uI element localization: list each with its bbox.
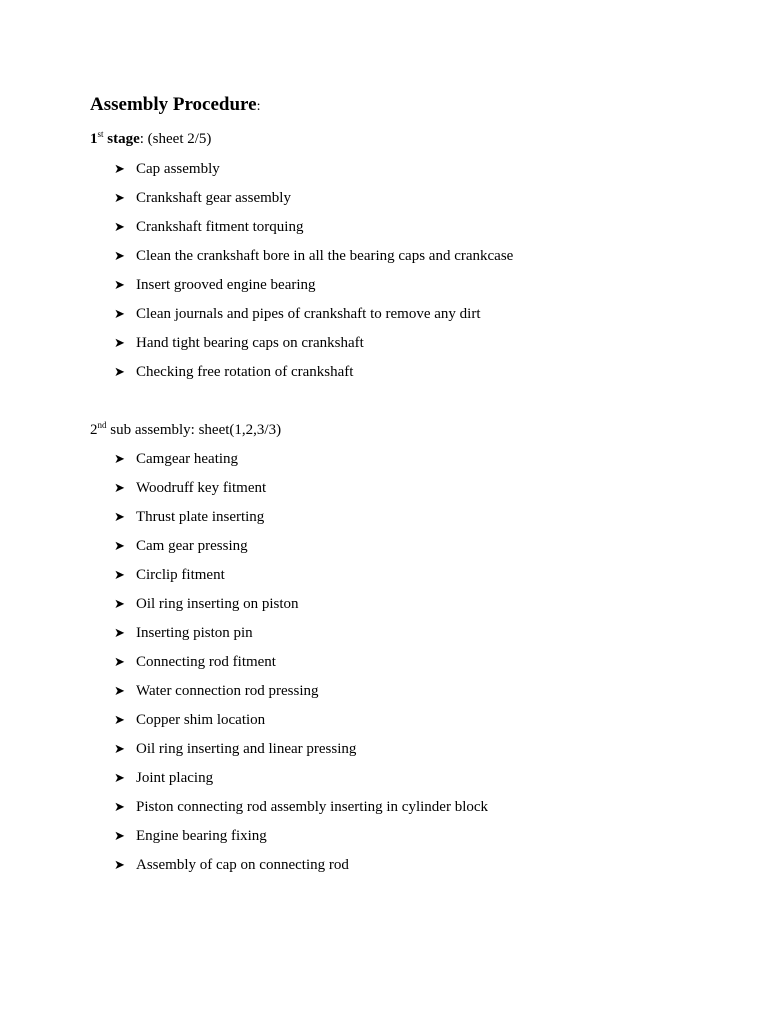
stage2-number: 2 [90,422,98,438]
list-item-text: Assembly of cap on connecting rod [136,857,349,873]
list-item-text: Woodruff key fitment [136,480,267,496]
arrowhead-bullet-icon: ➤ [114,713,125,728]
list-item-text: Oil ring inserting on piston [136,596,299,612]
list-item-text: Inserting piston pin [136,625,253,641]
arrowhead-bullet-icon: ➤ [114,336,125,351]
arrowhead-bullet-icon: ➤ [114,568,125,583]
arrowhead-bullet-icon: ➤ [114,278,125,293]
arrowhead-bullet-icon: ➤ [114,742,125,757]
stage2-superscript: nd [97,420,107,430]
list-item-text: Oil ring inserting and linear pressing [136,741,357,757]
stage1-number: 1 [90,131,98,147]
list-item-text: Clean the crankshaft bore in all the bearing caps and crankcase [136,248,514,264]
list-item-text: Crankshaft gear assembly [136,190,291,206]
arrowhead-bullet-icon: ➤ [114,220,125,235]
list-item-text: Checking free rotation of crankshaft [136,364,354,380]
arrowhead-bullet-icon: ➤ [114,626,125,641]
list-item-text: Connecting rod fitment [136,654,276,670]
list-item-text: Piston connecting rod assembly inserting in cylinder block [136,799,489,815]
list-item-text: Crankshaft fitment torquing [136,219,304,235]
arrowhead-bullet-icon: ➤ [114,510,125,525]
list-item-text: Engine bearing fixing [136,828,267,844]
stage2-heading [90,420,281,440]
arrowhead-bullet-icon: ➤ [114,481,125,496]
page-title [90,93,260,119]
arrowhead-bullet-icon: ➤ [114,191,125,206]
stage2-sheet-ref: sub assembly: sheet(1,2,3/3) [106,422,282,438]
arrowhead-bullet-icon: ➤ [114,249,125,264]
arrowhead-bullet-icon: ➤ [114,307,125,322]
stage1-superscript: st [97,129,104,139]
arrowhead-bullet-icon: ➤ [114,800,125,815]
stage1-label: stage [103,131,140,147]
arrowhead-bullet-icon: ➤ [114,858,125,873]
title-text: Assembly Procedure [90,94,257,115]
arrowhead-bullet-icon: ➤ [114,162,125,177]
arrowhead-bullet-icon: ➤ [114,452,125,467]
list-item-text: Copper shim location [136,712,266,728]
arrowhead-bullet-icon: ➤ [114,829,125,844]
list-item-text: Joint placing [136,770,214,786]
list-item-text: Circlip fitment [136,567,225,583]
stage1-heading [90,129,211,149]
list-item-text: Clean journals and pipes of crankshaft to remove any dirt [136,306,481,322]
arrowhead-bullet-icon: ➤ [114,684,125,699]
list-item-text: Water connection rod pressing [136,683,319,699]
arrowhead-bullet-icon: ➤ [114,597,125,612]
title-colon: : [256,99,261,114]
arrowhead-bullet-icon: ➤ [114,655,125,670]
list-item-text: Cam gear pressing [136,538,248,554]
list-item-text: Thrust plate inserting [136,509,265,525]
list-item-text: Cap assembly [136,161,220,177]
stage1-sheet-ref: : (sheet 2/5) [139,131,212,147]
arrowhead-bullet-icon: ➤ [114,365,125,380]
list-item-text: Camgear heating [136,451,239,467]
list-item-text: Hand tight bearing caps on crankshaft [136,335,364,351]
arrowhead-bullet-icon: ➤ [114,539,125,554]
list-item-text: Insert grooved engine bearing [136,277,316,293]
arrowhead-bullet-icon: ➤ [114,771,125,786]
